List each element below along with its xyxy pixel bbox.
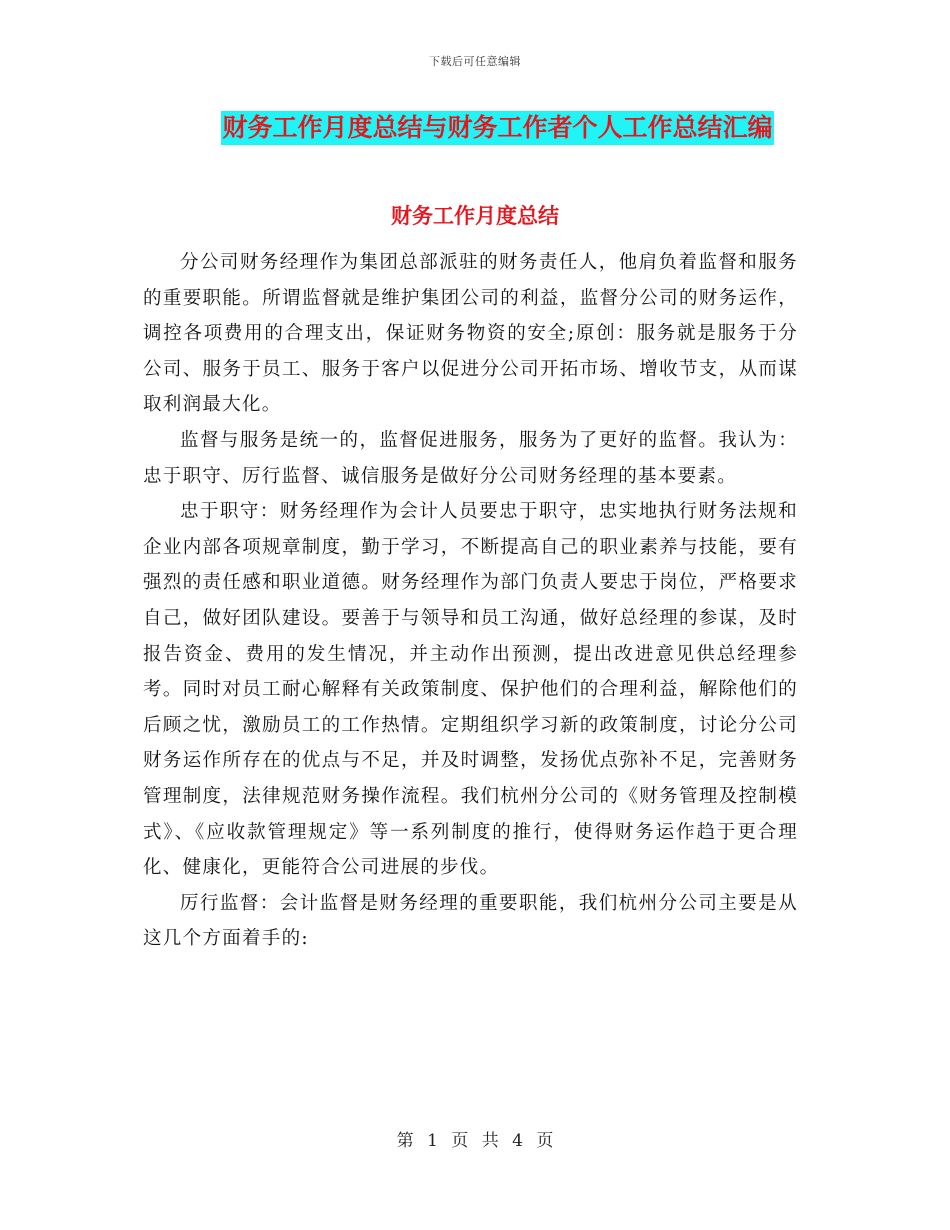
document-body — [143, 245, 798, 957]
document-title: 财务工作月度总结与财务工作者个人工作总结汇编 — [221, 111, 773, 145]
paragraph: 监督与服务是统一的，监督促进服务，服务为了更好的监督。我认为：忠于职守、厉行监督、诚信服务是做好分公司财务经理的基本要素。 — [143, 429, 798, 487]
paragraph: 忠于职守：财务经理作为会计人员要忠于职守，忠实地执行财务法规和企业内部各项规章制度，勤于学习，不断提高自己的职业素养与技能，要有强烈的责任感和职业道德。财务经理作为部门负责人要忠于岗位，严格要求自己，做好团队建设。要善于与领导和员工沟通，做好总经理的参谋，及时报告资金、费用的发生情况，并主动作出预测，提出改进意见供总经理参考。同时对员工耐心解释有关政策制度、保护他们的合理利益，解除他们的后顾之忧，激励员工的工作热情。定期组织学习新的政策制度，讨论分公司财务运作所存在的优点与不足，并及时调整，发扬优点弥补不足，完善财务管理制度，法律规范财务操作流程。我们杭州分公司的《财务管理及控制模式》、《应收款管理规定》等一系列制度的推行，使得财务运作趋于更合理化、健康化，更能符合公司进展的步伐。 — [143, 501, 798, 879]
paragraph: 分公司财务经理作为集团总部派驻的财务责任人，他肩负着监督和服务的重要职能。所谓监督就是维护集团公司的利益，监督分公司的财务运作，调控各项费用的合理支出，保证财务物资的安全;原创：服务就是服务于分公司、服务于员工、服务于客户以促进分公司开拓市场、增收节支，从而谋取利润最大化。 — [143, 252, 798, 416]
section-title: 财务工作月度总结 — [391, 203, 559, 228]
document-title-container — [0, 111, 950, 145]
paragraph: 厉行监督：会计监督是财务经理的重要职能，我们杭州分公司主要是从这几个方面着手的: — [143, 892, 798, 950]
page-number-footer: 第 1 页 共 4 页 — [396, 1131, 554, 1151]
page-header-note: 下载后可任意编辑 — [429, 55, 521, 68]
